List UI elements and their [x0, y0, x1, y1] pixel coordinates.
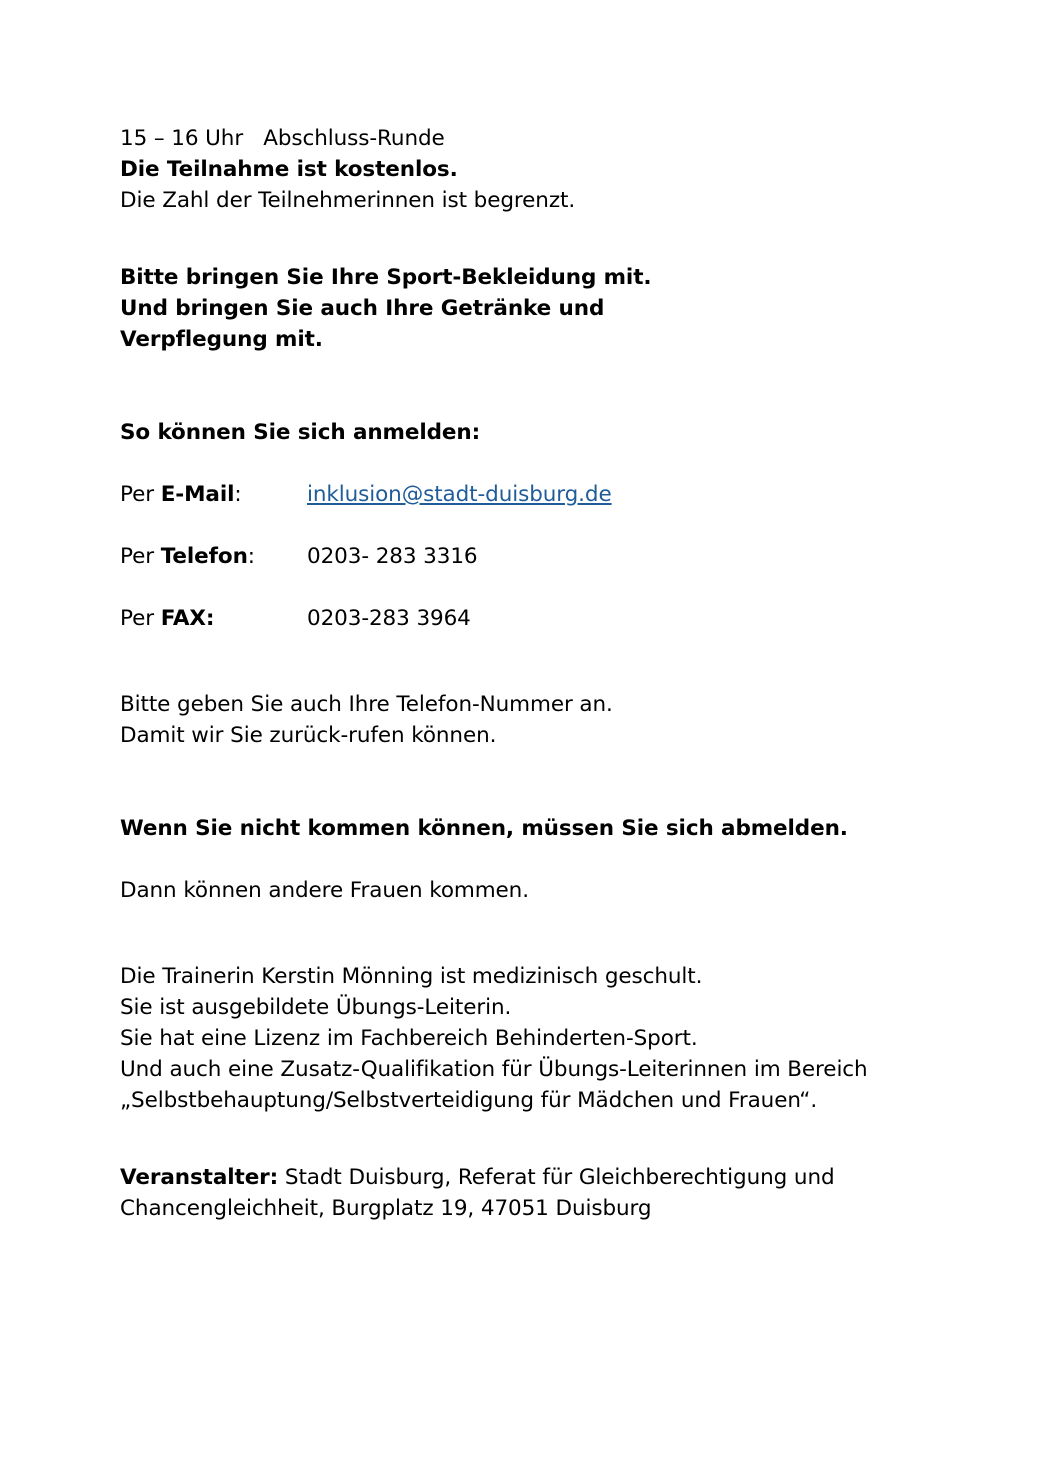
organizer-address-line: Chancengleichheit, Burgplatz 19, 47051 Duisburg	[120, 1196, 652, 1221]
organizer-block	[120, 1162, 880, 1224]
schedule-block	[120, 123, 880, 216]
contact-label-prefix: Per	[120, 482, 161, 507]
spacer	[120, 906, 880, 961]
spacer	[120, 355, 880, 417]
cancellation-notice-block	[120, 813, 880, 844]
fax-number-value: 0203-283 3964	[307, 606, 471, 631]
bring-drinks-line: Und bringen Sie auch Ihre Getränke und	[120, 296, 605, 321]
trainer-qualification-title-line: „Selbstbehauptung/Selbstverteidigung für Mädchen und Frauen“.	[120, 1088, 818, 1113]
email-address-link[interactable]: inklusion@stadt-duisburg.de	[307, 482, 612, 507]
spacer	[120, 1116, 880, 1162]
phone-number-value: 0203- 283 3316	[307, 544, 478, 569]
trainer-license-line: Sie hat eine Lizenz im Fachbereich Behinderten-Sport.	[120, 1026, 698, 1051]
spacer	[120, 572, 880, 603]
contact-label-phone	[120, 541, 307, 572]
document-body	[120, 123, 880, 1224]
cancellation-notice: Wenn Sie nicht kommen können, müssen Sie sich abmelden.	[120, 816, 848, 841]
bring-along-block	[120, 262, 880, 355]
spacer	[120, 844, 880, 875]
bring-food-line: Verpflegung mit.	[120, 327, 323, 352]
organizer-line-1	[120, 1162, 880, 1193]
spacer	[120, 751, 880, 813]
free-participation-notice: Die Teilnahme ist kostenlos.	[120, 157, 458, 182]
trainer-block	[120, 961, 880, 1116]
spacer	[120, 448, 880, 479]
schedule-time-line: 15 – 16 Uhr Abschluss-Runde	[120, 126, 445, 151]
contact-label-prefix: Per	[120, 606, 161, 631]
trainer-instructor-line: Sie ist ausgebildete Übungs-Leiterin.	[120, 995, 512, 1020]
spacer	[120, 216, 880, 262]
organizer-label: Veranstalter:	[120, 1165, 279, 1190]
organizer-name: Stadt Duisburg, Referat für Gleichberechtigung und	[278, 1165, 835, 1190]
spacer	[120, 634, 880, 689]
contact-label-fax	[120, 603, 307, 634]
phone-request-line-1: Bitte geben Sie auch Ihre Telefon-Nummer an.	[120, 692, 613, 717]
phone-request-line-2: Damit wir Sie zurück-rufen können.	[120, 723, 497, 748]
contact-label-suffix: :	[247, 544, 255, 569]
registration-heading-block	[120, 417, 880, 448]
contact-row-email	[120, 479, 880, 510]
phone-request-block	[120, 689, 880, 751]
contact-row-phone	[120, 541, 880, 572]
contact-label-bold: Telefon	[160, 544, 248, 569]
bring-sportswear-line: Bitte bringen Sie Ihre Sport-Bekleidung mit.	[120, 265, 652, 290]
contact-label-bold: FAX:	[160, 606, 215, 631]
contact-label-email	[120, 479, 307, 510]
contact-label-bold: E-Mail	[160, 482, 235, 507]
trainer-extra-qualification-line: Und auch eine Zusatz-Qualifikation für Übungs-Leiterinnen im Bereich	[120, 1057, 868, 1082]
cancellation-reason: Dann können andere Frauen kommen.	[120, 878, 529, 903]
registration-heading: So können Sie sich anmelden:	[120, 420, 481, 445]
contact-label-prefix: Per	[120, 544, 161, 569]
trainer-medical-training-line: Die Trainerin Kerstin Mönning ist medizinisch geschult.	[120, 964, 703, 989]
spacer	[120, 510, 880, 541]
contact-row-fax	[120, 603, 880, 634]
participant-limit-notice: Die Zahl der Teilnehmerinnen ist begrenzt.	[120, 188, 576, 213]
contact-label-suffix: :	[234, 482, 242, 507]
cancellation-reason-block	[120, 875, 880, 906]
